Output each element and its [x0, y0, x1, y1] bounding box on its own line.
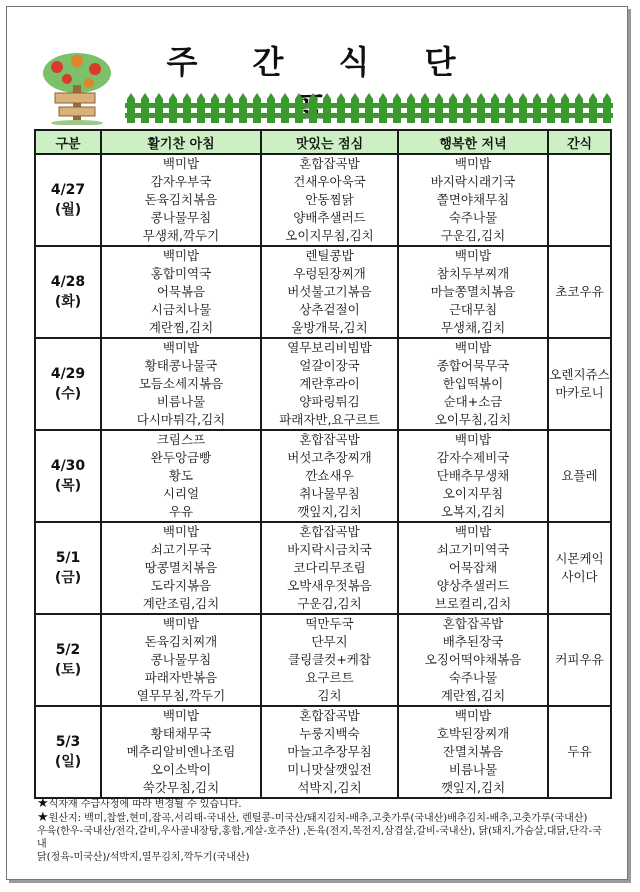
- col-header-breakfast: 활기찬 아침: [101, 130, 261, 154]
- dinner-cell: [398, 522, 548, 614]
- breakfast-item: 계란조림,김치: [142, 596, 220, 611]
- dinner-item: 쫄면야채무침: [436, 192, 510, 207]
- breakfast-item: 시리얼: [162, 486, 200, 501]
- dinner-item: 오복지,김치: [440, 504, 506, 519]
- breakfast-item: 홍합미역국: [150, 266, 212, 281]
- notes: [37, 797, 607, 864]
- breakfast-item: 황태채무국: [150, 726, 212, 741]
- menu-sheet: [6, 6, 628, 880]
- lunch-cell: [261, 338, 398, 430]
- dinner-item: 오징어떡야채볶음: [424, 652, 522, 667]
- snack-item: 오렌지쥬스: [549, 367, 610, 382]
- dinner-item: 단배추무생채: [436, 468, 510, 483]
- breakfast-item: 백미밥: [162, 340, 200, 355]
- dinner-item: 백미밥: [454, 708, 492, 723]
- lunch-item: 우렁된장찌개: [293, 266, 366, 281]
- snack-item: 사이다: [561, 569, 598, 584]
- breakfast-item: 무생채,깍두기: [142, 228, 220, 243]
- breakfast-item: 크림스프: [156, 432, 206, 447]
- dinner-cell: [398, 246, 548, 338]
- dinner-item: 백미밥: [454, 248, 492, 263]
- breakfast-cell: [101, 706, 261, 798]
- breakfast-item: 파래자반볶음: [144, 670, 218, 685]
- lunch-item: 깐쇼새우: [305, 468, 354, 483]
- breakfast-item: 땅콩멸치볶음: [144, 560, 218, 575]
- breakfast-item: 열무무침,깍두기: [136, 688, 226, 703]
- note-origin: ★원산지: 백미,찹쌀,현미,잡곡,서리태-국내산, 렌틸콩-미국산/돼지김치-배추,고춧가루(국내산)배추김치-배추,고춧가루(국내산): [37, 810, 588, 825]
- snack-cell: [548, 430, 611, 522]
- dinner-item: 마늘쫑멸치볶음: [430, 284, 516, 299]
- day-weekday: (수): [54, 386, 82, 402]
- dinner-item: 백미밥: [454, 156, 492, 171]
- dinner-item: 브로컬리,김치: [434, 596, 512, 611]
- snack-cell: [548, 614, 611, 706]
- dinner-item: 감자수제비국: [436, 450, 510, 465]
- day-cell: [35, 154, 101, 246]
- lunch-item: 떡만두국: [305, 616, 354, 631]
- day-cell: [35, 430, 101, 522]
- col-header-snack: 간식: [548, 130, 611, 154]
- snack-item: 시몬케익: [555, 551, 604, 566]
- breakfast-item: 계란찜,김치: [148, 320, 214, 335]
- lunch-item: 혼합잡곡밥: [299, 156, 360, 171]
- breakfast-cell: [101, 246, 261, 338]
- lunch-item: 혼합잡곡밥: [299, 432, 360, 447]
- dinner-item: 무생채,김치: [440, 320, 506, 335]
- dinner-cell: [398, 154, 548, 246]
- lunch-item: 얼갈이장국: [299, 358, 360, 373]
- breakfast-item: 비름나물: [156, 394, 206, 409]
- lunch-item: 마늘고추장무침: [287, 744, 372, 759]
- lunch-item: 양배추샐러드: [293, 210, 366, 225]
- breakfast-item: 쇠고기무국: [150, 542, 212, 557]
- day-row: [35, 614, 611, 706]
- dinner-item: 어묵잡채: [448, 560, 498, 575]
- day-cell: [35, 246, 101, 338]
- day-date: 4/27: [50, 182, 86, 198]
- lunch-item: 요구르트: [305, 670, 354, 685]
- dinner-item: 종합어묵무국: [436, 358, 510, 373]
- day-cell: [35, 614, 101, 706]
- lunch-item: 계란후라이: [299, 376, 360, 391]
- note-change: ★식자재 수급사정에 따라 변경될 수 있습니다.: [37, 796, 242, 811]
- day-cell: [35, 706, 101, 798]
- breakfast-item: 완두앙금빵: [150, 450, 212, 465]
- day-date: 4/29: [50, 366, 86, 382]
- breakfast-item: 콩나물무침: [150, 210, 212, 225]
- dinner-cell: [398, 614, 548, 706]
- dinner-item: 잔멸치볶음: [442, 744, 504, 759]
- dinner-cell: [398, 706, 548, 798]
- day-weekday: (토): [54, 662, 82, 678]
- snack-cell: [548, 154, 611, 246]
- snack-item: 커피우유: [555, 652, 604, 667]
- lunch-cell: [261, 246, 398, 338]
- col-header-dinner: 행복한 저녁: [398, 130, 548, 154]
- breakfast-item: 황도: [168, 468, 194, 483]
- snack-item: 두유: [567, 744, 592, 759]
- note-origin-cont: 우육(한우-국내산/전각,갈비,우사골내장탕,홍합,게살-호주산) ,돈육(전지,목전지,삼겹살,갈비-국내산), 닭(돼지,가슴살,대닭,단각-국내: [37, 826, 602, 850]
- breakfast-cell: [101, 430, 261, 522]
- breakfast-item: 우유: [168, 504, 194, 519]
- breakfast-item: 백미밥: [162, 248, 200, 263]
- lunch-item: 양파링튀김: [299, 394, 360, 409]
- dinner-item: 배추된장국: [442, 634, 504, 649]
- dinner-item: 비름나물: [448, 762, 498, 777]
- dinner-item: 숙주나물: [448, 670, 498, 685]
- breakfast-item: 백미밥: [162, 524, 200, 539]
- snack-cell: [548, 246, 611, 338]
- dinner-item: 쇠고기미역국: [436, 542, 510, 557]
- lunch-item: 울방개묵,김치: [291, 320, 368, 335]
- star-icon: ★: [37, 796, 49, 811]
- lunch-item: 오박새우젓볶음: [287, 578, 372, 593]
- breakfast-cell: [101, 338, 261, 430]
- breakfast-cell: [101, 154, 261, 246]
- dinner-item: 백미밥: [454, 524, 492, 539]
- breakfast-item: 콩나물무침: [150, 652, 212, 667]
- breakfast-cell: [101, 614, 261, 706]
- table-header-row: [35, 130, 611, 154]
- lunch-item: 누룽지백숙: [299, 726, 360, 741]
- lunch-item: 김치: [317, 688, 342, 703]
- breakfast-item: 황태콩나물국: [144, 358, 218, 373]
- page-title: 주 간 식 단: [166, 43, 478, 81]
- breakfast-item: 백미밥: [162, 156, 200, 171]
- dinner-item: 근대무침: [448, 302, 498, 317]
- fence-decoration: [125, 93, 613, 123]
- dinner-item: 호박된장찌개: [436, 726, 510, 741]
- dinner-item: 깻잎지,김치: [440, 780, 506, 795]
- col-header-day: 구분: [35, 130, 101, 154]
- dinner-item: 혼합잡곡밥: [442, 616, 504, 631]
- lunch-cell: [261, 430, 398, 522]
- breakfast-item: 어묵볶음: [156, 284, 206, 299]
- dinner-item: 한입떡볶이: [442, 376, 504, 391]
- dinner-item: 숙주나물: [448, 210, 498, 225]
- lunch-item: 혼합잡곡밥: [299, 708, 360, 723]
- lunch-item: 클링클컷+케찹: [288, 652, 371, 667]
- lunch-item: 버섯불고기볶음: [287, 284, 372, 299]
- lunch-item: 석박지,김치: [297, 780, 362, 795]
- col-header-lunch: 맛있는 점심: [261, 130, 398, 154]
- menu-table: [34, 129, 612, 799]
- day-date: 5/2: [55, 642, 81, 658]
- day-weekday: (목): [54, 478, 82, 494]
- lunch-cell: [261, 614, 398, 706]
- dinner-item: 구운김,김치: [440, 228, 506, 243]
- lunch-item: 상추겉절이: [299, 302, 360, 317]
- dinner-item: 계란찜,김치: [440, 688, 506, 703]
- breakfast-item: 감자우부국: [150, 174, 212, 189]
- lunch-cell: [261, 706, 398, 798]
- lunch-item: 깻잎지,김치: [297, 504, 362, 519]
- breakfast-item: 다시마튀각,김치: [136, 412, 226, 427]
- breakfast-item: 모듬소세지볶음: [138, 376, 224, 391]
- lunch-cell: [261, 154, 398, 246]
- lunch-item: 건새우아욱국: [293, 174, 366, 189]
- snack-cell: [548, 338, 611, 430]
- lunch-item: 코다리무조림: [293, 560, 366, 575]
- breakfast-item: 오이소박이: [150, 762, 212, 777]
- lunch-item: 버섯고추장찌개: [287, 450, 372, 465]
- day-date: 4/30: [50, 458, 86, 474]
- day-row: [35, 706, 611, 798]
- lunch-item: 취나물무침: [299, 486, 360, 501]
- breakfast-item: 돈육김치찌개: [144, 634, 218, 649]
- dinner-item: 바지락시래기국: [430, 174, 516, 189]
- dinner-item: 양상추샐러드: [436, 578, 510, 593]
- breakfast-item: 도라지볶음: [150, 578, 212, 593]
- lunch-item: 단무지: [311, 634, 348, 649]
- dinner-item: 백미밥: [454, 432, 492, 447]
- breakfast-item: 돈육김치볶음: [144, 192, 218, 207]
- day-date: 4/28: [50, 274, 86, 290]
- dinner-item: 순대+소금: [443, 394, 503, 409]
- breakfast-item: 시금치나물: [150, 302, 212, 317]
- lunch-item: 오이지무침,김치: [285, 228, 374, 243]
- dinner-item: 오이지무침: [442, 486, 504, 501]
- lunch-item: 파래자반,요구르트: [279, 412, 380, 427]
- dinner-cell: [398, 338, 548, 430]
- breakfast-item: 백미밥: [162, 616, 200, 631]
- day-cell: [35, 522, 101, 614]
- day-date: 5/1: [55, 550, 81, 566]
- day-weekday: (일): [54, 754, 82, 770]
- lunch-item: 미니맛살깻잎전: [287, 762, 372, 777]
- day-row: [35, 246, 611, 338]
- snack-cell: [548, 706, 611, 798]
- lunch-item: 열무보리비빔밥: [287, 340, 372, 355]
- day-weekday: (화): [54, 294, 82, 310]
- breakfast-item: 백미밥: [162, 708, 200, 723]
- lunch-item: 바지락시금치국: [287, 542, 372, 557]
- header: [7, 7, 627, 125]
- snack-cell: [548, 522, 611, 614]
- day-row: [35, 430, 611, 522]
- breakfast-item: 쑥갓무침,김치: [142, 780, 220, 795]
- snack-item: 초코우유: [555, 284, 604, 299]
- lunch-item: 안동찜닭: [305, 192, 354, 207]
- snack-item: 마카로니: [555, 385, 604, 400]
- day-row: [35, 154, 611, 246]
- breakfast-item: 메추리알비엔나조림: [126, 744, 236, 759]
- day-weekday: (금): [54, 570, 82, 586]
- apple-tree-icon: [37, 49, 117, 125]
- day-weekday: (월): [54, 202, 82, 218]
- dinner-item: 오이무침,김치: [434, 412, 512, 427]
- day-cell: [35, 338, 101, 430]
- dinner-cell: [398, 430, 548, 522]
- day-row: [35, 522, 611, 614]
- note-origin-cont: 닭(정육-미국산)/석박지,열무김치,깍두기(국내산): [37, 852, 250, 863]
- dinner-item: 참치두부찌개: [436, 266, 510, 281]
- lunch-item: 렌틸콩밥: [305, 248, 354, 263]
- lunch-cell: [261, 522, 398, 614]
- breakfast-cell: [101, 522, 261, 614]
- dinner-item: 백미밥: [454, 340, 492, 355]
- lunch-item: 구운김,김치: [297, 596, 362, 611]
- lunch-item: 혼합잡곡밥: [299, 524, 360, 539]
- star-icon: ★: [37, 810, 49, 825]
- snack-item: 요플레: [561, 468, 598, 483]
- day-row: [35, 338, 611, 430]
- day-date: 5/3: [55, 734, 81, 750]
